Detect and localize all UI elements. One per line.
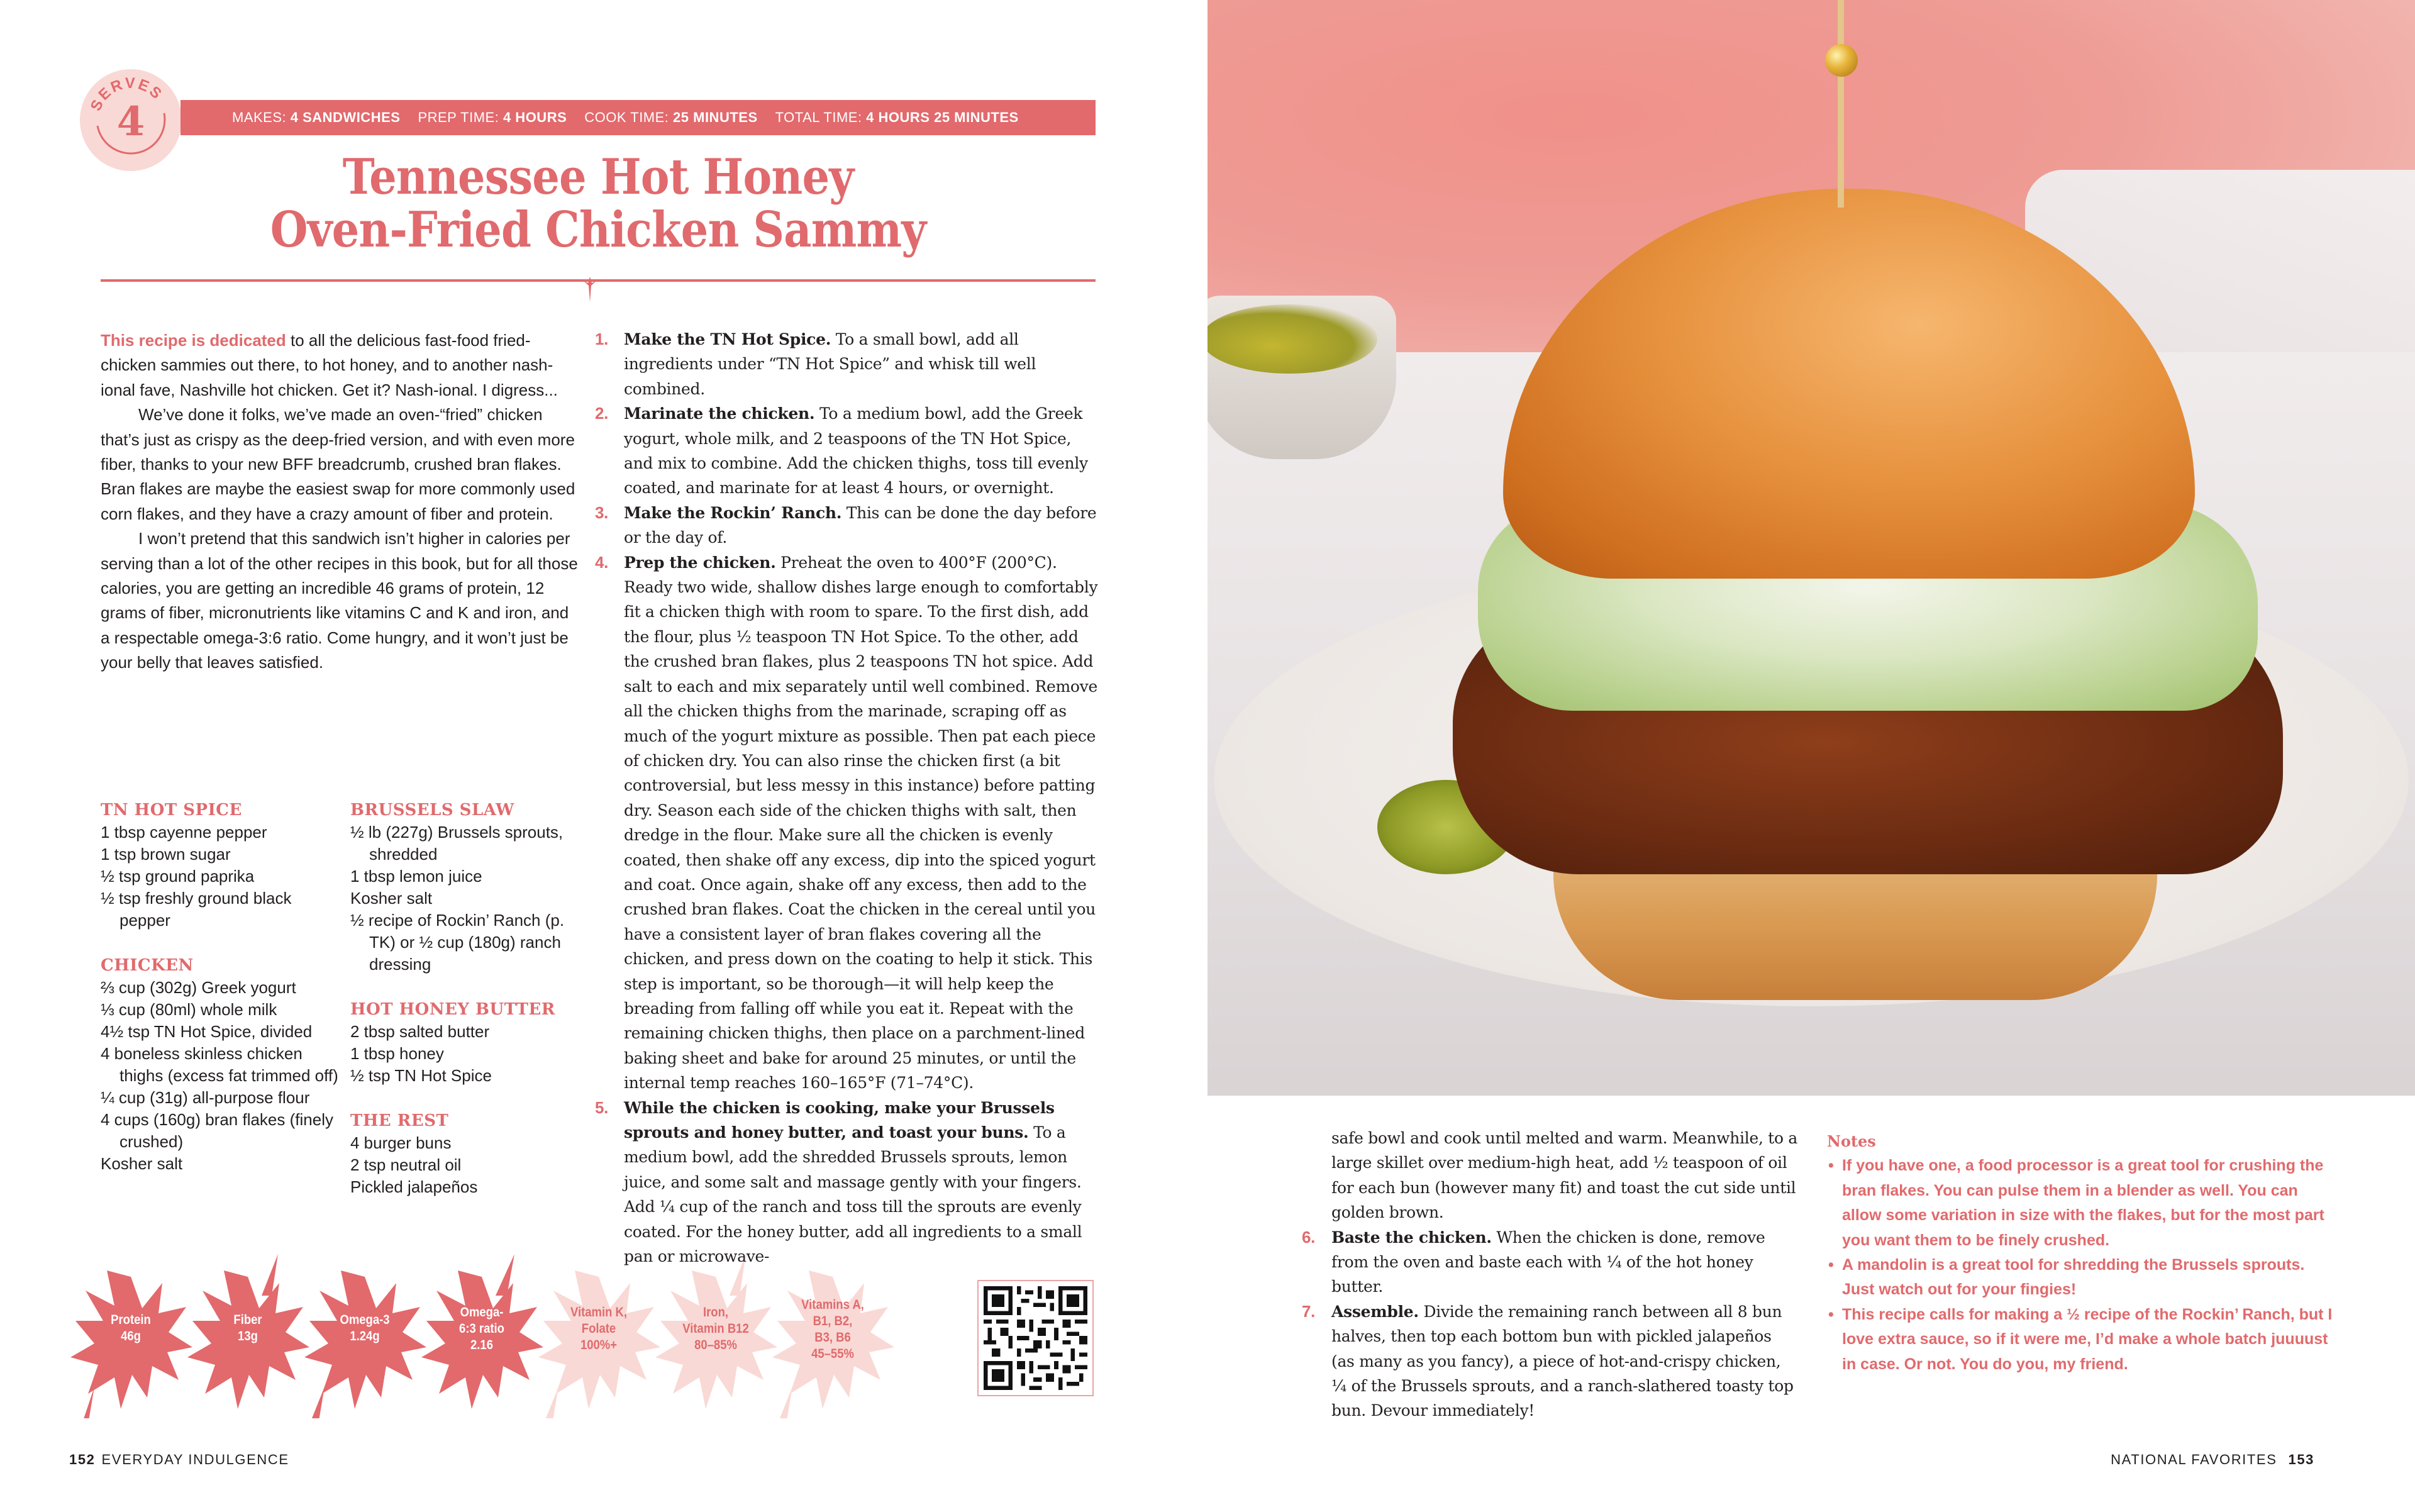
svg-text:SERVES: SERVES bbox=[87, 74, 167, 114]
ingredient-heading: HOT HONEY BUTTER bbox=[350, 1000, 555, 1019]
nutrition-badge-fiber: Fiber 13g bbox=[186, 1252, 309, 1418]
meta-prep-time: PREP TIME: 4 HOURS bbox=[418, 109, 567, 125]
nutrition-badge-vitamin-k: Vitamin K, Folate 100%+ bbox=[537, 1252, 660, 1418]
step-title: Make the Rockin’ Ranch. bbox=[624, 503, 842, 522]
sandwich-photo bbox=[1208, 0, 2415, 1096]
recipe-title bbox=[160, 148, 1036, 258]
nutrition-badge-iron: Iron, Vitamin B12 80–85% bbox=[654, 1252, 777, 1418]
title-divider bbox=[101, 279, 1096, 282]
step-title: Baste the chicken. bbox=[1331, 1228, 1492, 1247]
qr-code-icon bbox=[984, 1286, 1087, 1390]
step-number: 7. bbox=[1302, 1301, 1316, 1321]
step-title: Make the TN Hot Spice. bbox=[624, 330, 831, 348]
ingredient-heading: CHICKEN bbox=[101, 956, 194, 975]
instructions-list bbox=[595, 327, 1098, 1269]
instruction-step-7 bbox=[1283, 1299, 1799, 1423]
step-text: To a medium bowl, add the shredded Brussels sprouts, lemon juice, and some salt and massage gently with your fingers. Add ¼ cup of the ranch and toss till the sprouts are evenly coated. For the honey butter, add all ingredients to a small pan or microwave- bbox=[624, 1123, 1082, 1266]
ingredient-heading: THE REST bbox=[350, 1111, 449, 1130]
step-text: Preheat the oven to 400°F (200°C). Ready two wide, shallow dishes large enough to comfortably fit a chicken thigh with room to spare. To the first dish, add the flour, plus ½ teaspoon TN Hot Spice. To the other, add the crushed bran flakes, plus 2 teaspoons TN hot spice. Add salt to each and mix separately until well combined. Remove all the chicken thighs from the marinade, scraping off as much of the yogurt mixture as possible. Then pat each piece of chicken dry. You can also rinse the chicken first (a bit controversial, but less messy in this instance) before patting dry. Season each side of the chicken thighs with salt, then dredge in the flour. Make sure all the chicken is evenly coated, then shake off any excess, dip into the spiced yogurt and coat. Once again, shake off any excess, then add to the crushed bran flakes. Coat the chicken in the cereal until you have a consistent layer of bran flakes covering all the chicken, and press down on the coating to help it stick. This step is important, so be thorough—it will help keep the breading from falling off while you eat it. Repeat with the remaining chicken thighs, then place on a parchment-lined baking sheet and bake for around 25 minutes, or until the internal temp reaches 160–165°F (71–74°C). bbox=[624, 553, 1098, 1092]
instruction-step-4 bbox=[595, 550, 1098, 1096]
ingredient-item: 2 tsp neutral oil bbox=[350, 1155, 462, 1174]
step-text: To a medium bowl, add the Greek yogurt, whole milk, and 2 teaspoons of the TN Hot Spice, and mix to combine. Add the chicken thighs, toss till evenly coated, and marinate for at least 4 hours, or overnight. bbox=[624, 404, 1088, 498]
instruction-step-6 bbox=[1283, 1225, 1799, 1299]
step-title: Prep the chicken. bbox=[624, 553, 776, 572]
step-number: 3. bbox=[595, 503, 609, 522]
nutrition-badge-protein: Protein 46g bbox=[69, 1252, 192, 1418]
ingredient-item: 1 tsp brown sugar bbox=[101, 845, 231, 864]
note-item: • This recipe calls for making a ½ recipe of the Rockin’ Ranch, but I love extra sauce, so if it were me, I’d make a whole batch juuuust in case. Or not. You do you, my friend. bbox=[1827, 1303, 2336, 1377]
intro-paragraph-1 bbox=[101, 328, 579, 403]
ingredient-item: 1 tbsp lemon juice bbox=[350, 867, 482, 886]
ingredient-item: ¼ cup (31g) all-purpose flour bbox=[101, 1088, 310, 1107]
page-number: 152 bbox=[69, 1452, 96, 1467]
intro-paragraph-2: We’ve done it folks, we’ve made an oven-“fried” chicken that’s just as crispy as the deep-fried version, and with even more fiber, thanks to your new BFF breadcrumb, crushed bran flakes. Bran flakes are maybe the easiest swap for more commonly used corn flakes, and they have a crazy amount of fiber and protein. bbox=[101, 405, 575, 523]
ingredient-heading: TN HOT SPICE bbox=[101, 801, 242, 820]
ingredient-group-tn-hot-spice bbox=[101, 799, 340, 931]
skewer bbox=[1838, 0, 1844, 208]
ingredient-item: 2 tbsp salted butter bbox=[350, 1022, 490, 1041]
ingredient-item: ½ tsp TN Hot Spice bbox=[350, 1066, 492, 1085]
intro-text bbox=[101, 328, 579, 675]
ingredient-item: 1 tbsp honey bbox=[350, 1044, 444, 1063]
step-number: 1. bbox=[595, 330, 609, 348]
step-text: To a small bowl, add all ingredients under “TN Hot Spice” and whisk till well combined. bbox=[624, 330, 1036, 398]
ingredient-item: 4½ tsp TN Hot Spice, divided bbox=[101, 1022, 313, 1041]
instruction-step-5 bbox=[595, 1096, 1098, 1269]
title-line-2: Oven-Fried Chicken Sammy bbox=[270, 201, 926, 258]
step-title: Marinate the chicken. bbox=[624, 404, 815, 423]
step-number: 5. bbox=[595, 1098, 609, 1117]
step-number: 6. bbox=[1302, 1227, 1316, 1247]
nutrition-badges bbox=[69, 1252, 962, 1428]
intro-p1-text: to all the delicious fast-food fried-chicken sammies out there, to hot honey, and to another nash-ional fave, Nashville hot chicken. Get it? Nash-ional. I digress... bbox=[101, 331, 558, 399]
section-name: NATIONAL FAVORITES bbox=[2111, 1452, 2277, 1467]
intro-lead: This recipe is dedicated bbox=[101, 331, 286, 350]
ingredient-item: Kosher salt bbox=[350, 889, 433, 908]
step-text: Divide the remaining ranch between all 8 bun halves, then top each bottom bun with pickled jalapeños (as many as you fancy), a piece of hot-and-crispy chicken, ¼ of the Brussels sprouts, and a ranch-slathered toasty top bun. Devour immediately! bbox=[1331, 1302, 1794, 1420]
page-number: 153 bbox=[2288, 1452, 2314, 1467]
ingredient-item: ½ recipe of Rockin’ Ranch (p. TK) or ½ cup (180g) ranch dressing bbox=[350, 911, 565, 974]
meta-makes: MAKES: 4 SANDWICHES bbox=[232, 109, 401, 125]
meta-total-time: TOTAL TIME: 4 HOURS 25 MINUTES bbox=[775, 109, 1019, 125]
notes-heading: Notes bbox=[1827, 1132, 1876, 1150]
starburst-ornament-icon bbox=[582, 277, 598, 302]
step-text: This can be done the day before or the day of. bbox=[624, 503, 1097, 547]
gold-skewer-bead bbox=[1825, 44, 1858, 77]
ingredient-item: Pickled jalapeños bbox=[350, 1177, 478, 1196]
instruction-step-1 bbox=[595, 327, 1098, 401]
recipe-meta-bar bbox=[180, 100, 1096, 135]
ingredient-item: 4 burger buns bbox=[350, 1133, 452, 1152]
ingredient-group-brussels-slaw bbox=[350, 799, 583, 976]
ingredient-item: ½ lb (227g) Brussels sprouts, shredded bbox=[350, 823, 564, 864]
ingredient-group-the-rest bbox=[350, 1109, 583, 1198]
ingredient-item: Kosher salt bbox=[101, 1154, 183, 1173]
intro-paragraph-3: I won’t pretend that this sandwich isn’t higher in calories per serving than a lot of the other recipes in this book, but for all those calories, you are getting an incredible 46 grams of protein, 12 grams of fiber, micronutrients like vitamins C and K and iron, and a respectable omega-3:6 ratio. Come hungry, and it won’t just be your belly that leaves satisfied. bbox=[101, 529, 578, 672]
instruction-step-2 bbox=[595, 401, 1098, 501]
page-footer-right bbox=[2111, 1452, 2314, 1468]
step-title: While the chicken is cooking, make your Brussels sprouts and honey butter, and toast your buns. bbox=[624, 1098, 1055, 1142]
ingredient-item: ⅓ cup (80ml) whole milk bbox=[101, 1000, 277, 1019]
nutrition-badge-omega-3: Omega-3 1.24g bbox=[303, 1252, 426, 1418]
step-number: 2. bbox=[595, 404, 609, 423]
note-item: • If you have one, a food processor is a great tool for crushing the bran flakes. You can pulse them in a blender as well. You can allow some variation in size with the flakes, but for the most part you want them to be finely crushed. bbox=[1827, 1153, 2336, 1253]
ingredient-item: 1 tbsp cayenne pepper bbox=[101, 823, 267, 842]
nutrition-badge-vitamins-b: Vitamins A, B1, B2, B3, B6 45–55% bbox=[771, 1252, 894, 1418]
serves-number: 4 bbox=[116, 98, 145, 145]
ingredient-group-hot-honey-butter bbox=[350, 998, 583, 1087]
instructions-continued bbox=[1283, 1126, 1799, 1423]
page-footer-left bbox=[69, 1452, 289, 1468]
instruction-step-3 bbox=[595, 501, 1098, 550]
jalapeno-bowl bbox=[1208, 296, 1396, 459]
step-5-continued: safe bowl and cook until melted and warm. Meanwhile, to a large skillet over medium-high heat, add ½ teaspoon of oil for each bun (however many fit) and toast the cut side until golden brown. bbox=[1331, 1129, 1797, 1222]
ingredient-item: ⅔ cup (302g) Greek yogurt bbox=[101, 978, 296, 997]
note-item: • A mandolin is a great tool for shredding the Brussels sprouts. Just watch out for your fingies! bbox=[1827, 1253, 2336, 1303]
title-line-1: Tennessee Hot Honey bbox=[342, 148, 854, 206]
ingredient-item: 4 boneless skinless chicken thighs (excess fat trimmed off) bbox=[101, 1044, 338, 1085]
qr-code[interactable] bbox=[977, 1280, 1094, 1396]
ingredient-item: 4 cups (160g) bran flakes (finely crushed) bbox=[101, 1110, 333, 1151]
ingredients-column-2 bbox=[350, 799, 583, 1221]
step-title: Assemble. bbox=[1331, 1302, 1419, 1321]
recipe-notes bbox=[1827, 1129, 2336, 1377]
ingredients-column-1 bbox=[101, 799, 340, 1198]
nutrition-badge-omega-ratio: Omega- 6:3 ratio 2.16 bbox=[420, 1252, 543, 1418]
step-text: When the chicken is done, remove from the oven and baste each with ¼ of the hot honey butter. bbox=[1331, 1228, 1765, 1296]
ingredient-heading: BRUSSELS SLAW bbox=[350, 801, 514, 820]
ingredient-group-chicken bbox=[101, 954, 340, 1175]
meta-cook-time: COOK TIME: 25 MINUTES bbox=[584, 109, 758, 125]
ingredient-item: ½ tsp freshly ground black pepper bbox=[101, 889, 292, 930]
ingredient-item: ½ tsp ground paprika bbox=[101, 867, 255, 886]
section-name: EVERYDAY INDULGENCE bbox=[101, 1452, 289, 1467]
step-number: 4. bbox=[595, 552, 609, 572]
